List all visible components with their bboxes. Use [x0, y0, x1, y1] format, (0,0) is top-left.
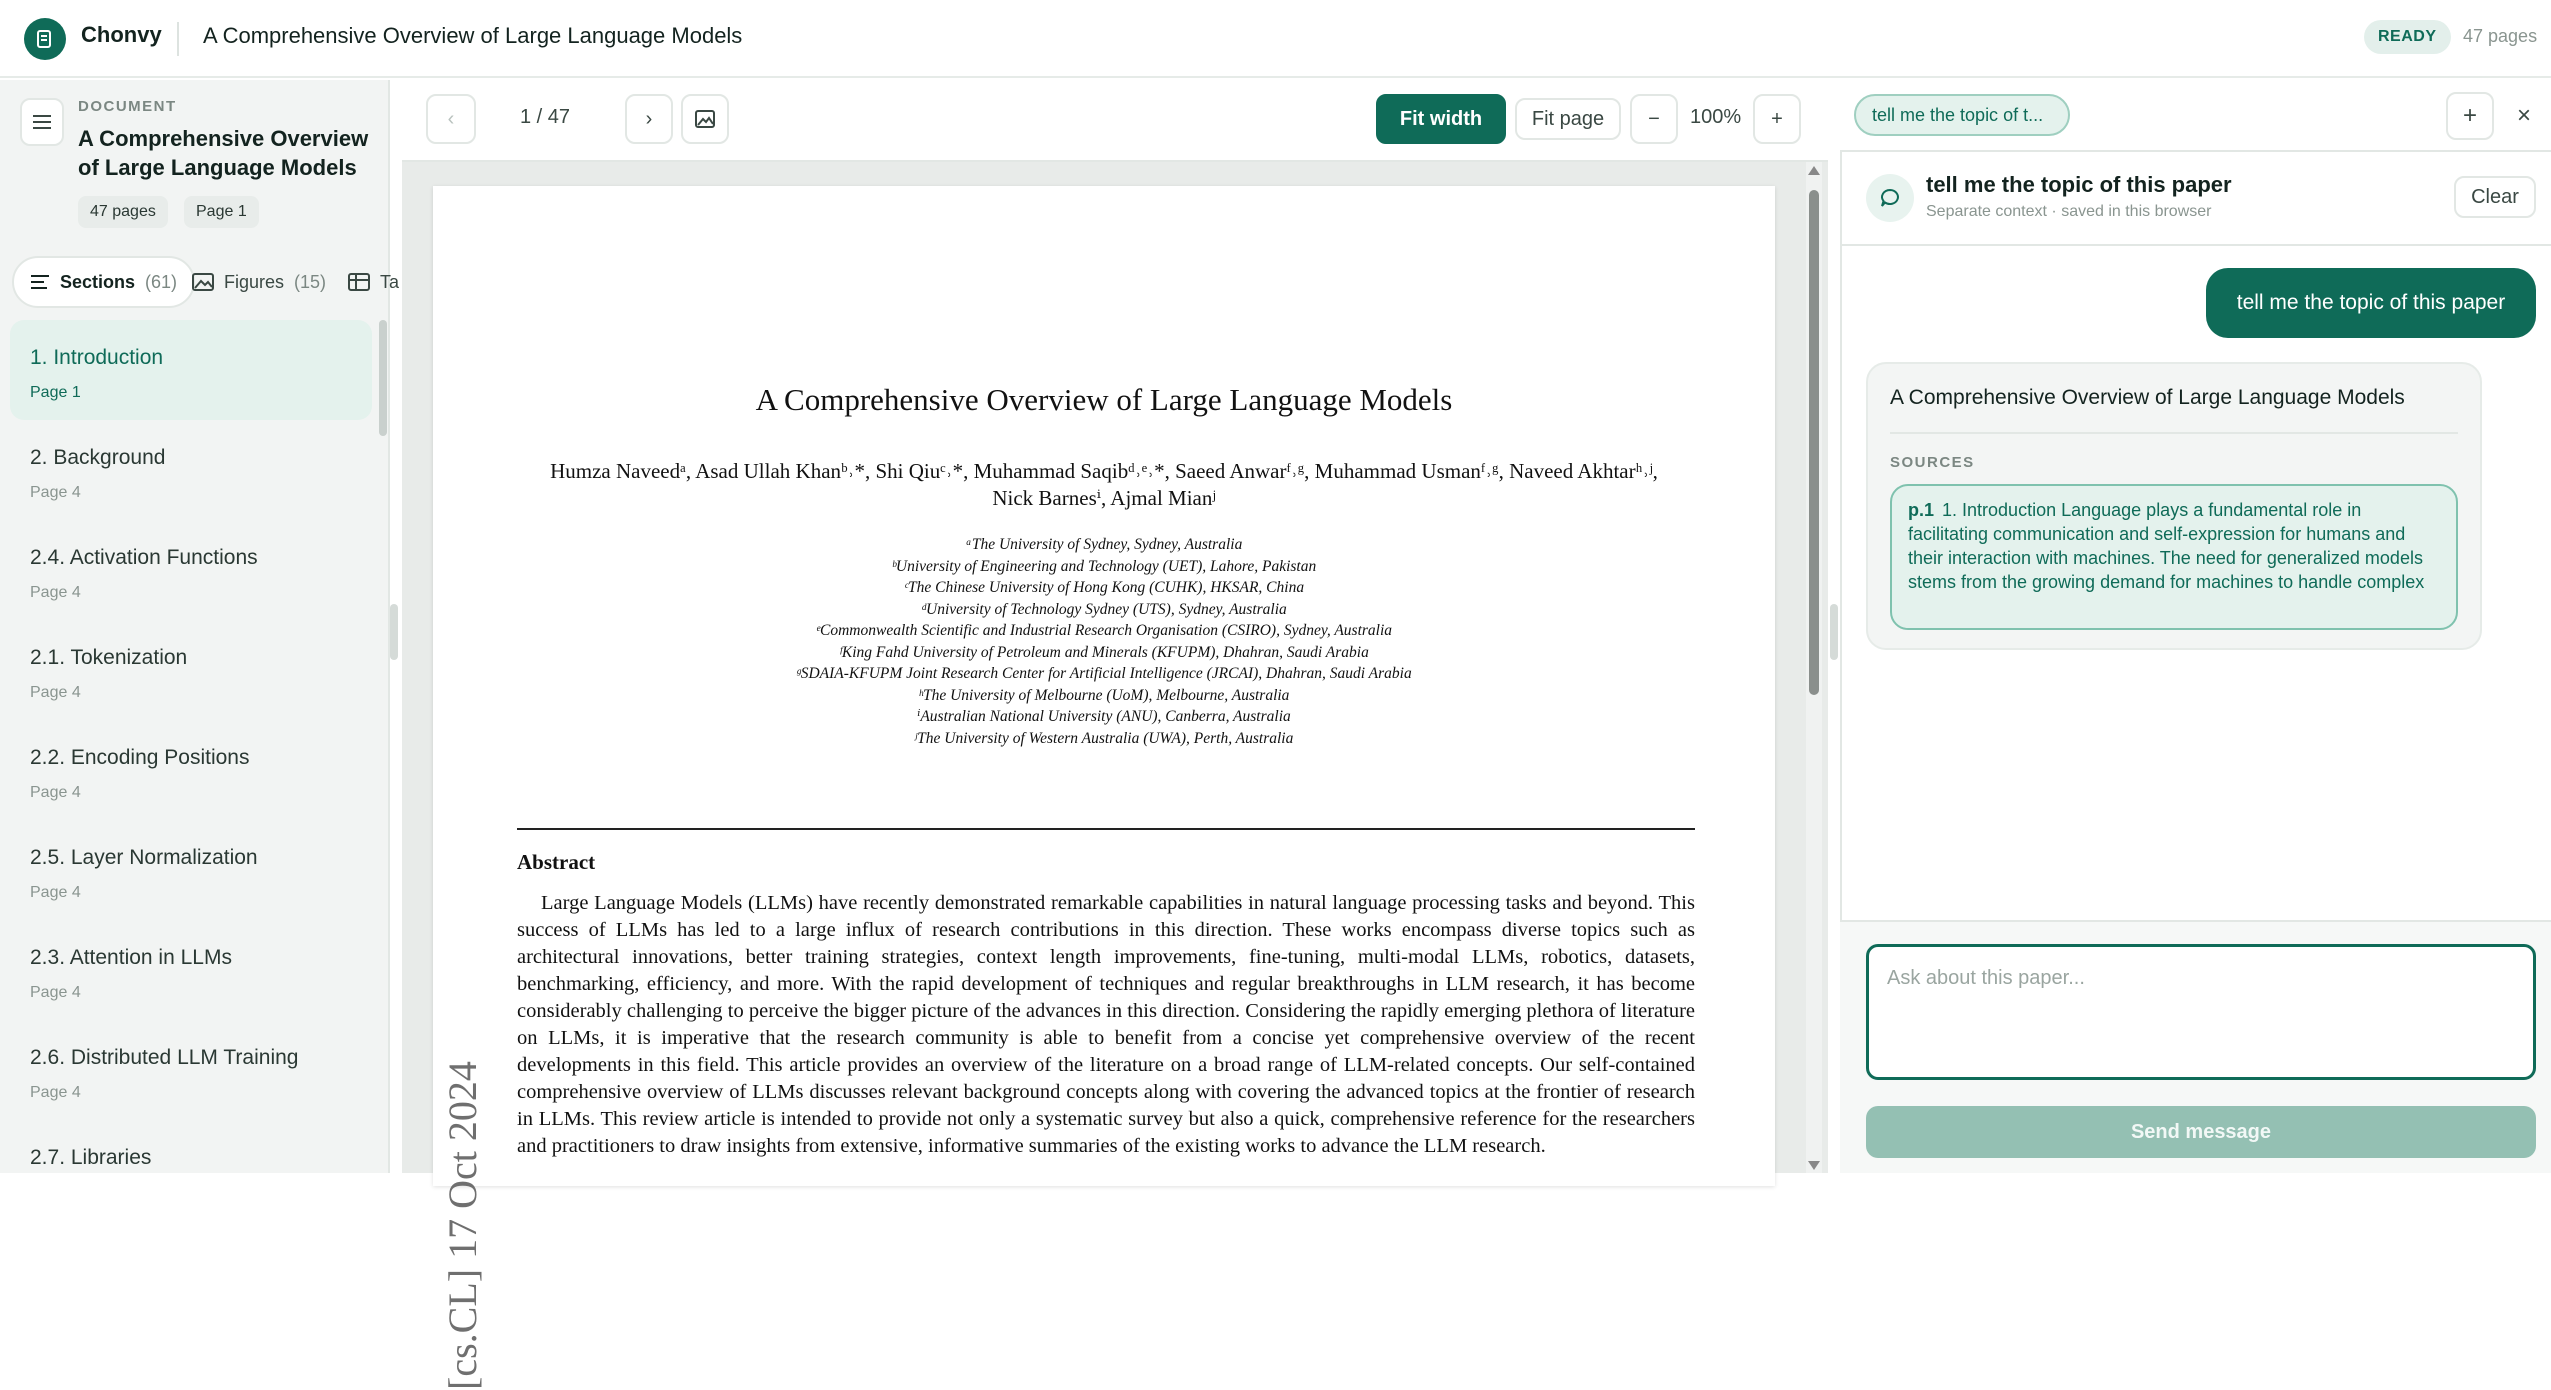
section-item-tokenization[interactable]	[10, 620, 372, 720]
divider	[1890, 432, 2458, 434]
tables-icon	[348, 273, 370, 291]
chat-resize-handle[interactable]	[1830, 604, 1838, 660]
chat-thread-tab[interactable]: tell me the topic of t...	[1854, 94, 2070, 136]
brand-name: Chonvy	[81, 22, 162, 47]
source-citation[interactable]	[1890, 484, 2458, 630]
new-chat-button[interactable]: +	[2446, 92, 2494, 140]
tab-sections[interactable]	[12, 256, 195, 308]
section-title: 1. Introduction	[30, 346, 164, 369]
abstract-heading: Abstract	[517, 850, 596, 874]
chat-icon	[1879, 187, 1901, 209]
section-item-introduction[interactable]	[10, 320, 372, 420]
thread-header	[1840, 152, 2551, 246]
next-page-button[interactable]: ›	[625, 94, 673, 144]
paper-title: A Comprehensive Overview of Large Language Models	[755, 382, 1453, 417]
sidebar-document-title: A Comprehensive Overview of Large Language Models	[78, 126, 369, 180]
section-title: 2.1. Tokenization	[30, 646, 188, 669]
affiliation: ᶜThe Chinese University of Hong Kong (CUHK), HKSAR, China	[903, 579, 1305, 596]
divider	[177, 22, 179, 56]
sections-icon	[30, 274, 50, 290]
figures-icon	[192, 273, 214, 291]
affiliation: ᵍSDAIA-KFUPM Joint Research Center for Artificial Intelligence (JRCAI), Dhahran, Saudi Arabia	[796, 665, 1412, 682]
paper-rule	[517, 828, 1695, 830]
thread-title: tell me the topic of this paper	[1926, 172, 2232, 197]
prev-page-button[interactable]: ‹	[426, 94, 476, 144]
tab-sections-label: Sections	[60, 271, 136, 292]
section-item-libraries[interactable]	[10, 1120, 372, 1220]
sidebar-resize-handle[interactable]	[390, 604, 398, 660]
zoom-level: 100%	[1690, 106, 1742, 128]
section-page: Page 4	[30, 584, 81, 601]
hamburger-icon	[32, 114, 52, 130]
section-item-layer-normalization[interactable]	[10, 820, 372, 920]
app-logo	[24, 18, 66, 60]
tab-sections-count: (61)	[145, 271, 178, 292]
section-title: 2.3. Attention in LLMs	[30, 946, 232, 969]
affiliation: ʰThe University of Melbourne (UoM), Melbourne, Australia	[918, 686, 1290, 704]
section-page: Page 4	[30, 484, 81, 501]
sidebar-tabs	[0, 252, 400, 312]
menu-button[interactable]	[20, 98, 64, 146]
page-count: 47 pages	[2463, 26, 2538, 46]
source-snippet: 1. Introduction Language plays a fundamental role in facilitating communication and self-expression for humans and their interaction with machines. The need for generalized models stems from the growing demand for machines to handle complex	[1908, 500, 2425, 592]
assistant-message-text: A Comprehensive Overview of Large Language Models	[1890, 386, 2405, 409]
section-page: Page 4	[30, 1084, 81, 1101]
send-message-button[interactable]: Send message	[1866, 1106, 2536, 1158]
chat-input[interactable]	[1866, 944, 2536, 1080]
section-title: 2.5. Layer Normalization	[30, 846, 258, 869]
page-indicator: 1 / 47	[520, 106, 571, 128]
fit-page-button[interactable]: Fit page	[1515, 98, 1621, 140]
section-item-attention[interactable]	[10, 920, 372, 1020]
image-mode-button[interactable]	[681, 94, 729, 144]
zoom-in-button[interactable]: +	[1753, 94, 1801, 144]
arxiv-stamp: [cs.CL] 17 Oct 2024	[440, 1061, 485, 1390]
tab-figures-label: Figures	[224, 271, 285, 292]
section-item-encoding-positions[interactable]	[10, 720, 372, 820]
brand-icon	[34, 28, 56, 50]
affiliation: ᵈUniversity of Technology Sydney (UTS), Sydney, Australia	[921, 600, 1287, 618]
affiliation: ⁱAustralian National University (ANU), Canberra, Australia	[917, 708, 1291, 725]
chat-bubble-icon	[1866, 174, 1914, 222]
authors-line: Nick Barnesⁱ, Ajmal Mianʲ	[992, 486, 1216, 510]
section-title: 2. Background	[30, 446, 166, 469]
abstract-text: Large Language Models (LLMs) have recently demonstrated remarkable capabilities in natural language processing tasks and beyond. This success of LLMs has led to a large influx of research contributions in this direction. These works encompass diverse topics such as architectural innovations, better training strategies, context length improvements, fine-tuning, multi-modal LLMs, robotics, datasets, benchmarking, efficiency, and more. With the rapid development of techniques and regular breakthroughs in LLM research, it has become considerably challenging to perceive the bigger picture of the advances in this direction. Considering the rapidly emerging plethora of literature on LLMs, it is imperative that the research community is able to benefit from a concise yet comprehensive overview of the recent developments in this field. This article provides an overview of the literature on a broad range of LLM-related concepts. Our self-contained comprehensive overview of LLMs discusses relevant background concepts along with covering the advanced topics at the frontier of research in LLMs. This review article is intended to provide not only a systematic survey but also a quick, comprehensive reference for the researchers and practitioners to draw insights from extensive, informative summaries of the existing works to advance the LLM research.	[517, 892, 1695, 1157]
section-page: Page 1	[30, 384, 81, 401]
close-chat-button[interactable]: ×	[2516, 102, 2531, 129]
viewer-scroll-thumb[interactable]	[1809, 190, 1819, 695]
sidebar-scrollbar[interactable]	[379, 320, 387, 436]
section-page: Page 4	[30, 884, 81, 901]
clear-button[interactable]: Clear	[2454, 176, 2536, 218]
affiliation: ᵃThe University of Sydney, Sydney, Australia	[965, 536, 1243, 553]
tab-figures-count: (15)	[294, 271, 327, 292]
image-icon	[695, 110, 715, 128]
section-page: Page 4	[30, 984, 81, 1001]
current-page-chip: Page 1	[184, 196, 259, 228]
scroll-up-arrow-icon[interactable]	[1808, 166, 1820, 175]
fit-width-button[interactable]: Fit width	[1376, 94, 1506, 144]
section-title: 2.7. Libraries	[30, 1146, 152, 1169]
user-message: tell me the topic of this paper	[2206, 268, 2536, 338]
section-page: Page 4	[30, 784, 81, 801]
sources-label: SOURCES	[1890, 454, 1975, 471]
paper-affiliations	[433, 534, 1775, 749]
section-list	[0, 320, 380, 1173]
document-title: A Comprehensive Overview of Large Language Models	[203, 23, 743, 48]
section-item-background[interactable]	[10, 420, 372, 520]
source-page: p.1	[1908, 500, 1935, 520]
section-page: Page 4	[30, 684, 81, 701]
document-label: DOCUMENT	[78, 98, 177, 115]
scroll-down-arrow-icon[interactable]	[1808, 1161, 1820, 1170]
affiliation: ᶠKing Fahd University of Petroleum and Minerals (KFUPM), Dhahran, Saudi Arabia	[839, 643, 1369, 661]
pages-chip: 47 pages	[78, 196, 168, 228]
tab-figures[interactable]	[176, 256, 342, 308]
authors-line: Humza Naveedᵃ, Asad Ullah Khanᵇ˒*, Shi Qiuᶜ˒*, Muhammad Saqibᵈ˒ᵉ˒*, Saeed Anwarᶠ˒ᵍ, Muhammad Usmanᶠ˒ᵍ, Naveed Akhtarʰ˒ʲ,	[550, 459, 1658, 483]
section-title: 2.6. Distributed LLM Training	[30, 1046, 299, 1069]
affiliation: ʲThe University of Western Australia (UWA), Perth, Australia	[914, 729, 1294, 747]
pdf-page	[433, 186, 1775, 1390]
thread-subtitle: Separate context · saved in this browser	[1926, 203, 2212, 220]
section-title: 2.2. Encoding Positions	[30, 746, 250, 769]
affiliation: ᵉCommonwealth Scientific and Industrial Research Organisation (CSIRO), Sydney, Australia	[815, 622, 1393, 639]
zoom-out-button[interactable]: −	[1630, 94, 1678, 144]
section-title: 2.4. Activation Functions	[30, 546, 258, 569]
tab-tables-label: Ta	[380, 271, 400, 292]
section-item-activation-functions[interactable]	[10, 520, 372, 620]
status-badge: READY	[2364, 20, 2451, 54]
paper-authors	[513, 458, 1695, 512]
affiliation: ᵇUniversity of Engineering and Technology (UET), Lahore, Pakistan	[891, 557, 1317, 575]
section-item-distributed-training[interactable]	[10, 1020, 372, 1120]
